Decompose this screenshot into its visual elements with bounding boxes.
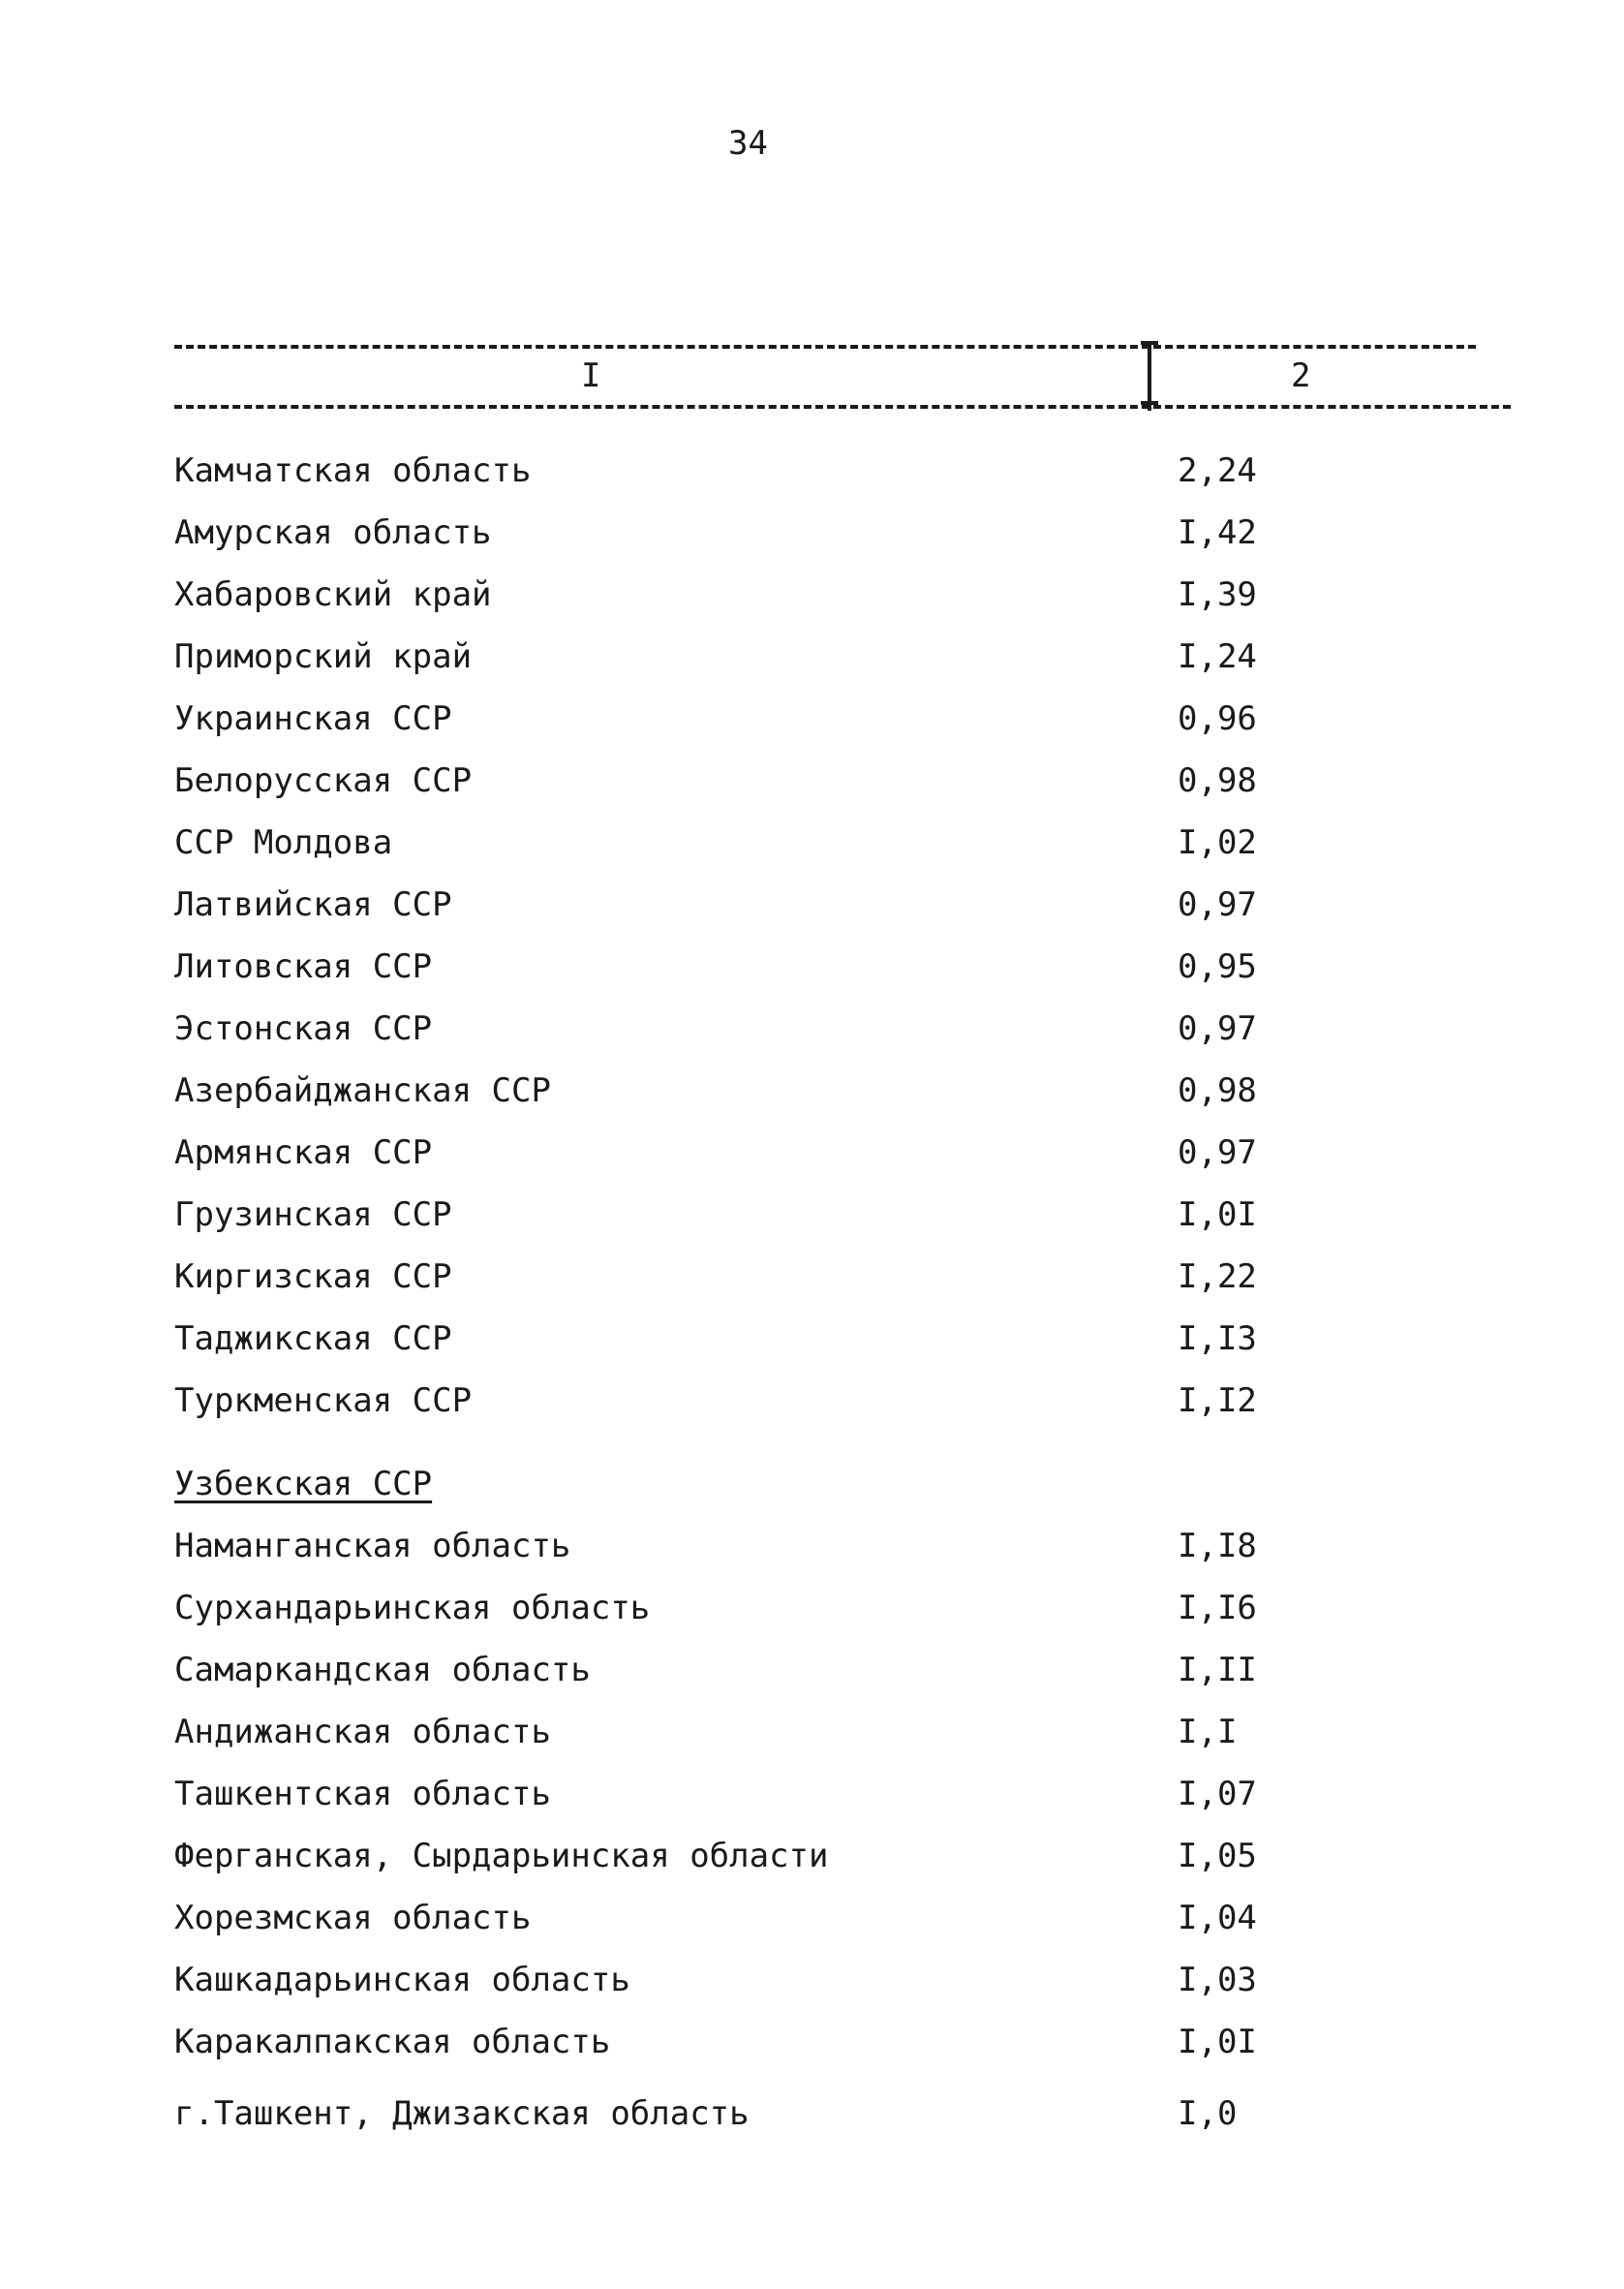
table-header-rule-bottom [174, 405, 1511, 409]
section-row-name: Хорезмская область [174, 1899, 532, 1937]
table-row-name: Эстонская ССР [174, 1009, 433, 1048]
table-row-name: Латвийская ССР [174, 885, 452, 924]
table-row-value: 0,97 [1178, 885, 1257, 924]
section-row-name: Сурхандарьинская область [174, 1589, 651, 1627]
section-row-value: I,07 [1178, 1775, 1257, 1813]
table-row-value: I,22 [1178, 1257, 1257, 1296]
column-separator-cap-top [1141, 341, 1158, 345]
section-row-value: I,I6 [1178, 1589, 1257, 1627]
section-title: Узбекская ССР [174, 1465, 433, 1503]
table-row-value: 0,97 [1178, 1009, 1257, 1048]
table-row-name: Хабаровский край [174, 575, 492, 614]
table-row-value: I,24 [1178, 637, 1257, 676]
table-row-value: 0,97 [1178, 1133, 1257, 1172]
table-row-name: Литовская ССР [174, 947, 433, 986]
table-row-name: ССР Молдова [174, 823, 393, 862]
section-row-value: I,0 [1178, 2094, 1238, 2133]
table-row-name: Армянская ССР [174, 1133, 433, 1172]
section-row-name: г.Ташкент, Джизакская область [174, 2094, 750, 2133]
column-header-1: I [581, 356, 601, 395]
table-row-value: I,02 [1178, 823, 1257, 862]
section-row-name: Самаркандская область [174, 1651, 591, 1689]
table-row-name: Грузинская ССР [174, 1195, 452, 1234]
section-row-value: I,0I [1178, 2023, 1257, 2061]
section-row-name: Ферганская, Сырдарьинская области [174, 1837, 829, 1875]
section-row-name: Наманганская область [174, 1527, 571, 1565]
table-row-value: I,I2 [1178, 1381, 1257, 1420]
table-row-name: Азербайджанская ССР [174, 1071, 551, 1110]
section-row-value: I,I8 [1178, 1527, 1257, 1565]
table-row-name: Амурская область [174, 513, 492, 552]
table-row-name: Украинская ССР [174, 699, 452, 738]
column-separator-cap-bottom [1141, 401, 1158, 405]
column-header-2: 2 [1291, 356, 1311, 395]
table-row-name: Приморский край [174, 637, 473, 676]
table-row-value: 0,98 [1178, 1071, 1257, 1110]
table-row-value: I,42 [1178, 513, 1257, 552]
table-row-name: Камчатская область [174, 451, 532, 490]
table-row-value: 0,98 [1178, 761, 1257, 800]
table-row-value: 0,96 [1178, 699, 1257, 738]
section-row-name: Каракалпакская область [174, 2023, 611, 2061]
table-row-value: 2,24 [1178, 451, 1257, 490]
section-row-value: I,I [1178, 1713, 1238, 1751]
section-row-value: I,II [1178, 1651, 1257, 1689]
section-row-name: Кашкадарьинская область [174, 1961, 630, 1999]
table-row-name: Белорусская ССР [174, 761, 473, 800]
table-row-value: I,39 [1178, 575, 1257, 614]
page-number: 34 [728, 124, 768, 163]
section-row-name: Андижанская область [174, 1713, 551, 1751]
table-row-name: Киргизская ССР [174, 1257, 452, 1296]
section-row-name: Ташкентская область [174, 1775, 551, 1813]
table-row-name: Таджикская ССР [174, 1319, 452, 1358]
table-row-value: I,I3 [1178, 1319, 1257, 1358]
section-row-value: I,04 [1178, 1899, 1257, 1937]
section-row-value: I,03 [1178, 1961, 1257, 1999]
table-row-value: I,0I [1178, 1195, 1257, 1234]
table-row-name: Туркменская ССР [174, 1381, 473, 1420]
section-row-value: I,05 [1178, 1837, 1257, 1875]
table-row-value: 0,95 [1178, 947, 1257, 986]
table-header-rule-top [174, 345, 1476, 349]
